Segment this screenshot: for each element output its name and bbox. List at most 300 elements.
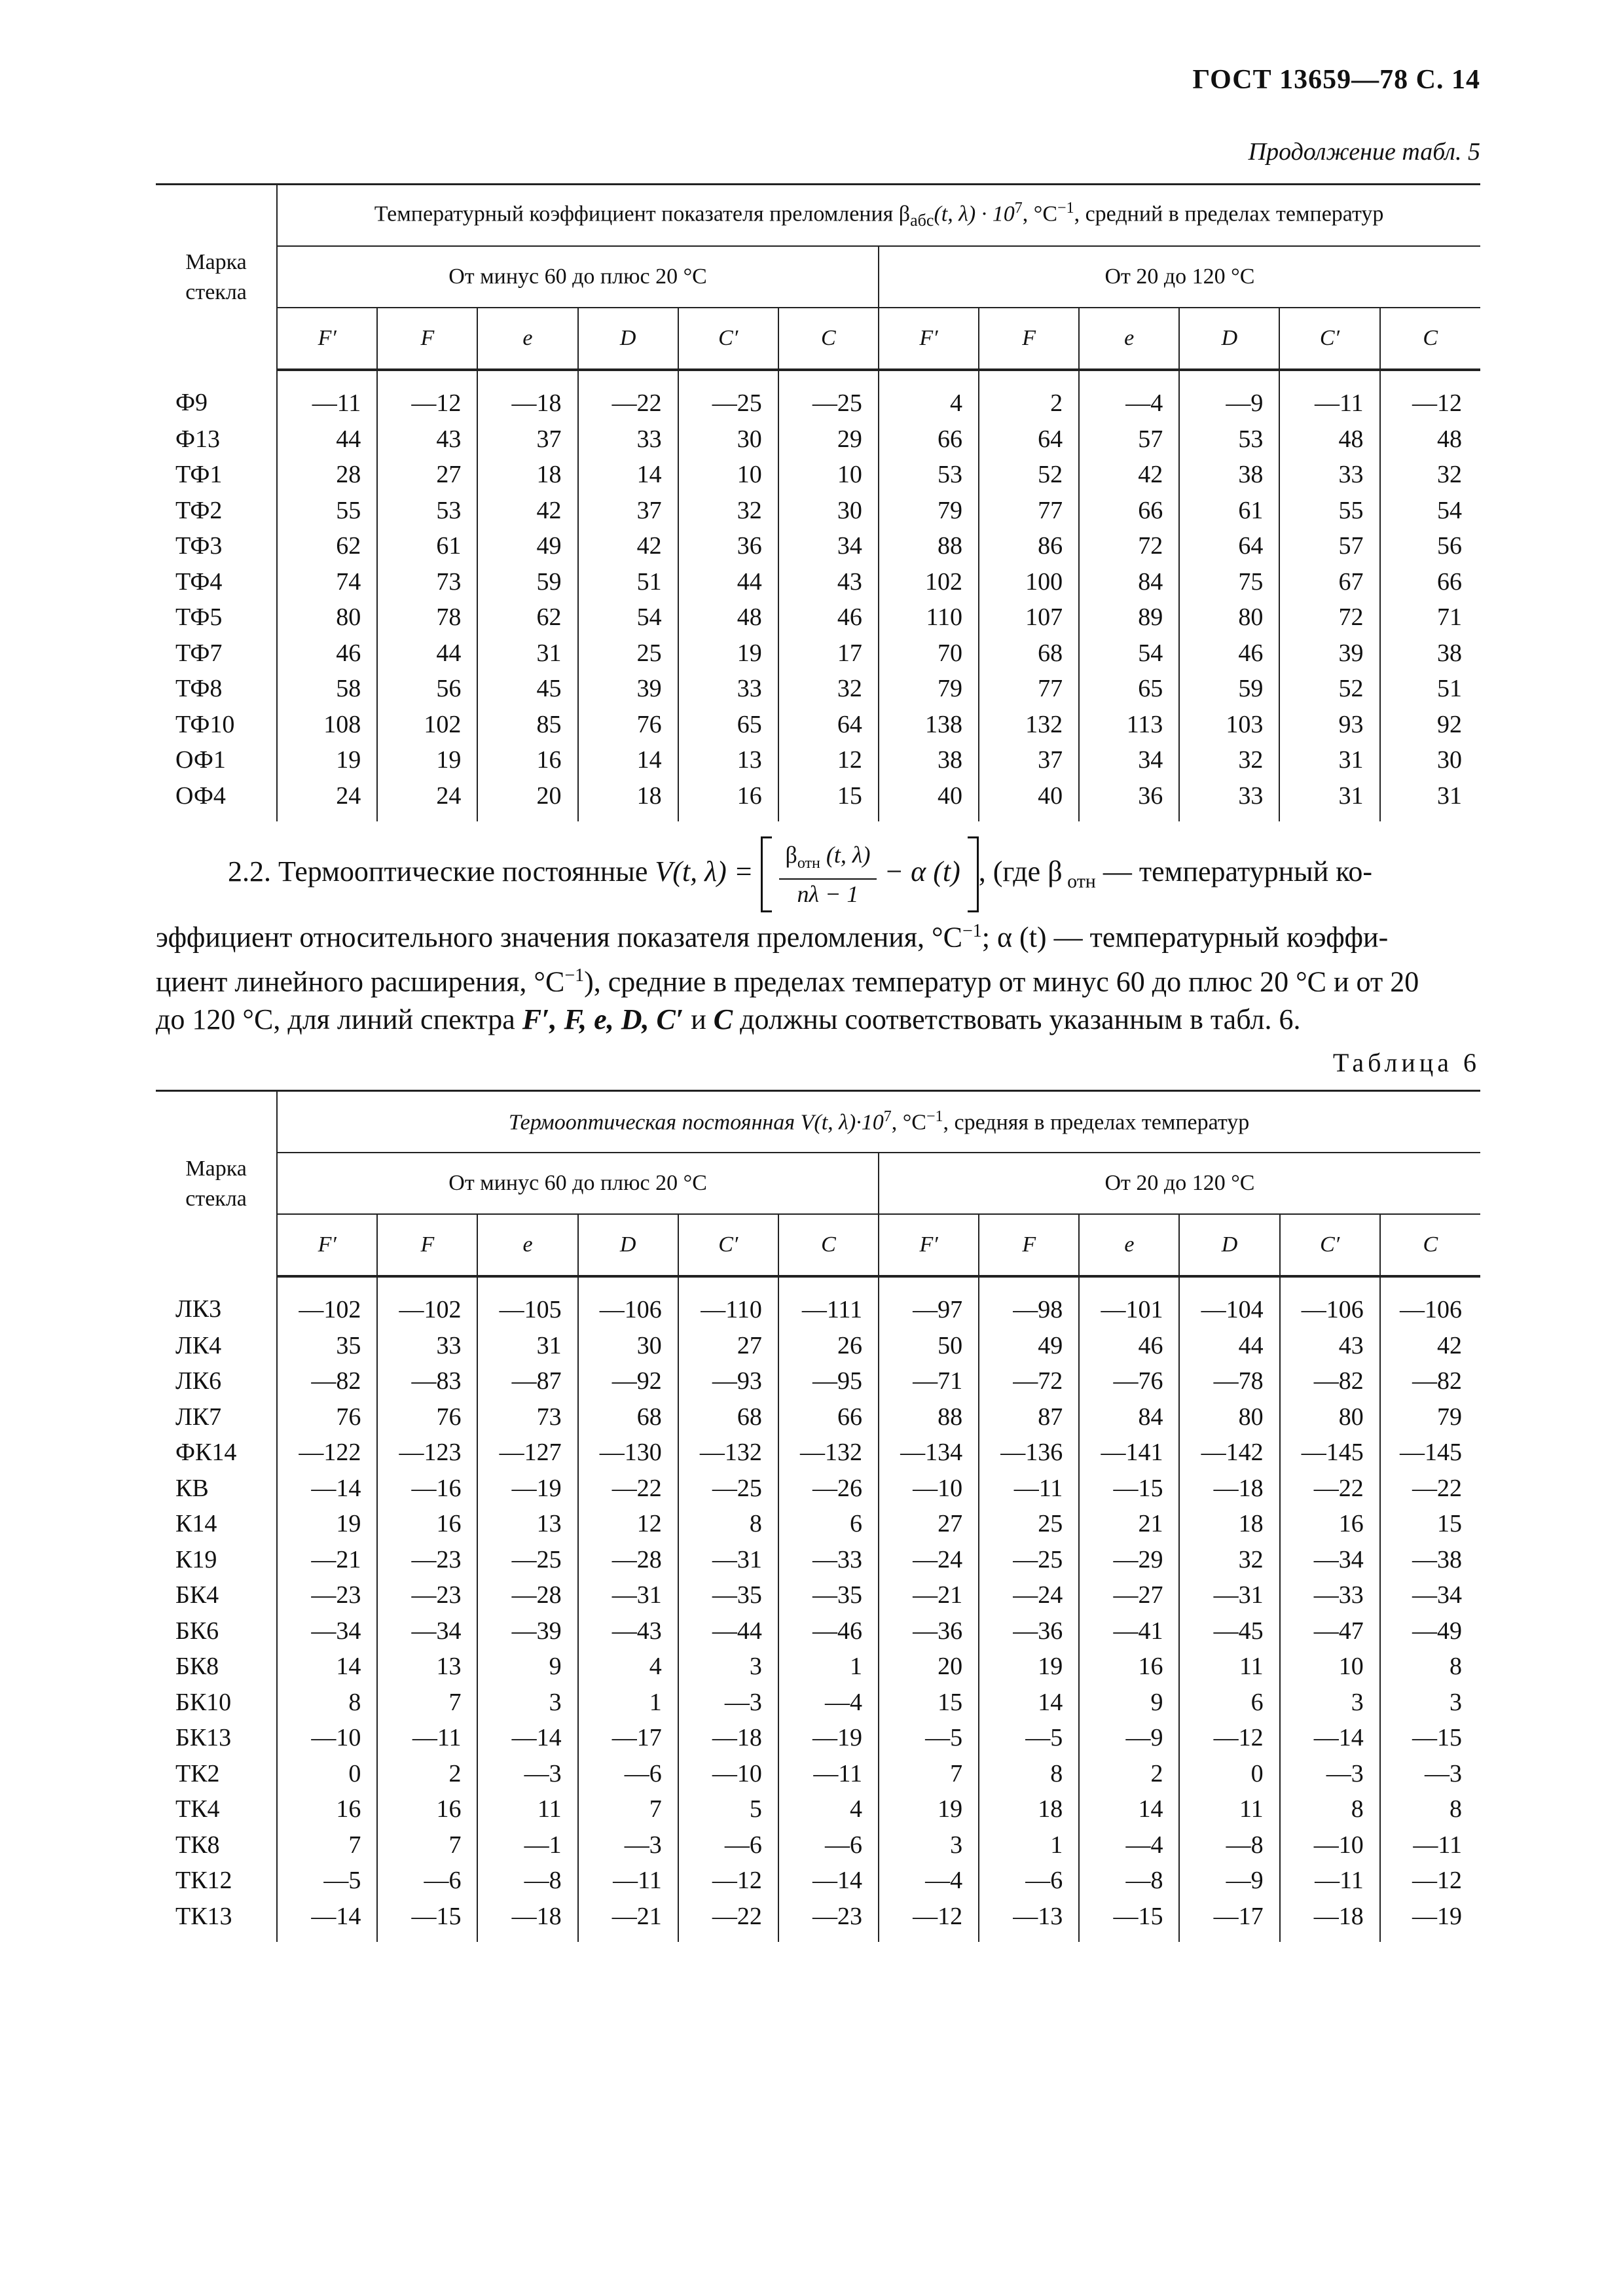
value-cell: 76 [277, 1399, 377, 1435]
value-cell: 80 [1179, 600, 1279, 636]
value-cell: —4 [1079, 370, 1179, 422]
value-cell: —87 [477, 1363, 577, 1399]
value-cell: 42 [578, 528, 678, 564]
value-cell: —26 [778, 1471, 879, 1507]
value-cell: —25 [477, 1542, 577, 1578]
value-cell: 65 [678, 707, 778, 743]
value-cell: 87 [979, 1399, 1079, 1435]
main-column-header [277, 1091, 1480, 1153]
value-cell: 18 [578, 778, 678, 822]
line4-c: C [713, 1003, 733, 1036]
value-cell: 84 [1079, 1399, 1179, 1435]
line4-end: должны соответствовать указанным в табл. 6. [733, 1003, 1301, 1036]
value-cell: —21 [277, 1542, 377, 1578]
value-cell: 6 [1179, 1685, 1279, 1721]
value-cell: 49 [979, 1328, 1079, 1364]
formula-fraction [779, 840, 877, 908]
glass-grade-cell: ТФ7 [156, 636, 277, 672]
value-cell: —45 [1179, 1613, 1279, 1649]
table-row [156, 1756, 1480, 1792]
value-cell: —11 [277, 370, 377, 422]
value-cell: 8 [979, 1756, 1079, 1792]
value-cell: —82 [1280, 1363, 1380, 1399]
value-cell: 46 [277, 636, 377, 672]
grade-column-header [156, 185, 277, 370]
line2-sup: −1 [962, 921, 982, 941]
glass-grade-cell: ОФ1 [156, 742, 277, 778]
value-cell: 8 [1450, 1653, 1462, 1681]
value-cell: —11 [578, 1863, 678, 1899]
value-cell: 16 [377, 1506, 477, 1542]
value-cell: 48 [678, 600, 778, 636]
value-cell: 10 [1280, 1649, 1380, 1685]
value-cell: 72 [1079, 528, 1179, 564]
value-cell: 18 [979, 1791, 1079, 1827]
value-cell: —72 [979, 1363, 1079, 1399]
value-cell: —29 [1079, 1542, 1179, 1578]
table-row [156, 1863, 1480, 1899]
value-cell: 102 [377, 707, 477, 743]
value-cell: —102 [377, 1276, 477, 1328]
value-cell: 30 [678, 422, 778, 457]
value-cell: 36 [678, 528, 778, 564]
formula-rest: − α (t) [884, 855, 960, 888]
value-cell: 132 [979, 707, 1079, 743]
value-cell: —13 [979, 1899, 1079, 1943]
value-cell: —15 [1412, 1724, 1462, 1752]
value-cell: 79 [879, 671, 979, 707]
glass-grade-cell: ЛК4 [156, 1328, 277, 1364]
main-column-header [277, 185, 1480, 247]
glass-grade-cell: ТФ2 [156, 493, 277, 529]
value-cell: 39 [1279, 636, 1379, 672]
value-cell: 57 [1279, 528, 1379, 564]
value-cell: 71 [1437, 603, 1462, 632]
value-cell: —18 [1280, 1899, 1380, 1943]
value-cell: —8 [1079, 1863, 1179, 1899]
spectral-line-header: F [377, 1214, 477, 1276]
value-cell: —47 [1280, 1613, 1380, 1649]
value-cell: 1 [778, 1649, 879, 1685]
value-cell: 74 [277, 564, 377, 600]
header-text: Температурный коэффициент показателя преломления β [374, 202, 911, 226]
value-cell: —31 [578, 1577, 678, 1613]
value-cell: 56 [1437, 532, 1462, 560]
value-cell: 1 [979, 1827, 1079, 1863]
value-cell: 40 [979, 778, 1079, 822]
value-cell: —6 [678, 1827, 778, 1863]
glass-grade-cell: ФК14 [156, 1435, 277, 1471]
value-cell: —97 [879, 1276, 979, 1328]
value-cell: —12 [377, 370, 477, 422]
value-cell: 0 [1179, 1756, 1279, 1792]
range-header-1: От минус 60 до плюс 20 °С [277, 246, 879, 308]
glass-grade-cell: ОФ4 [156, 778, 277, 822]
table-row [156, 1363, 1480, 1399]
value-cell: 61 [377, 528, 477, 564]
line4-start: до 120 °С, для линий спектра [156, 1003, 522, 1036]
value-cell: 32 [1437, 461, 1462, 489]
value-cell: 3 [1450, 1688, 1462, 1716]
value-cell: —14 [277, 1471, 377, 1507]
table-row [156, 457, 1480, 493]
value-cell: —12 [1179, 1720, 1279, 1756]
value-cell: —24 [879, 1542, 979, 1578]
value-cell: 14 [578, 457, 678, 493]
value-cell: —123 [377, 1435, 477, 1471]
value-cell: —130 [578, 1435, 678, 1471]
value-cell: 62 [477, 600, 577, 636]
value-cell: 19 [277, 742, 377, 778]
grade-column-header [156, 1091, 277, 1277]
paragraph-2-2 [156, 836, 1480, 1039]
value-cell: —4 [778, 1685, 879, 1721]
glass-grade-cell: ТК4 [156, 1791, 277, 1827]
value-cell: 38 [879, 742, 979, 778]
value-cell: —41 [1079, 1613, 1179, 1649]
glass-grade-cell: Ф13 [156, 422, 277, 457]
value-cell: 10 [678, 457, 778, 493]
value-cell: —9 [1179, 1863, 1279, 1899]
table-row [156, 1542, 1480, 1578]
value-cell: —134 [879, 1435, 979, 1471]
value-cell: —82 [1412, 1367, 1462, 1395]
value-cell: 38 [1179, 457, 1279, 493]
line3-sup: −1 [564, 965, 585, 986]
value-cell: 68 [979, 636, 1079, 672]
value-cell: 8 [678, 1506, 778, 1542]
value-cell: 8 [1450, 1795, 1462, 1823]
value-cell: —71 [879, 1363, 979, 1399]
header-text: Термооптическая постоянная V(t, λ)·10 [508, 1110, 884, 1135]
header-unit: , °С [1022, 202, 1058, 226]
table-row [156, 707, 1480, 743]
value-cell: —3 [578, 1827, 678, 1863]
value-cell: 58 [277, 671, 377, 707]
value-cell: 54 [1437, 496, 1462, 524]
value-cell: —35 [778, 1577, 879, 1613]
value-cell: 31 [477, 636, 577, 672]
value-cell: 28 [277, 457, 377, 493]
value-cell: 40 [879, 778, 979, 822]
value-cell: 48 [1279, 422, 1379, 457]
value-cell: 62 [277, 528, 377, 564]
value-cell: 34 [1079, 742, 1179, 778]
value-cell: 64 [1179, 528, 1279, 564]
value-cell: —132 [678, 1435, 778, 1471]
value-cell: 88 [879, 1399, 979, 1435]
value-cell: 86 [979, 528, 1079, 564]
line3-text: циент линейного расширения, °С [156, 965, 565, 998]
value-cell: 3 [678, 1649, 778, 1685]
spectral-line-header: C′ [678, 308, 778, 370]
value-cell: 7 [879, 1756, 979, 1792]
value-cell: 80 [1280, 1399, 1380, 1435]
value-cell: —11 [1413, 1831, 1462, 1859]
after-formula: , (где β [978, 855, 1063, 888]
header-unit-sup: −1 [926, 1108, 943, 1126]
value-cell: 5 [678, 1791, 778, 1827]
value-cell: 19 [277, 1506, 377, 1542]
value-cell: —8 [1179, 1827, 1279, 1863]
value-cell: 108 [277, 707, 377, 743]
value-cell: —33 [778, 1542, 879, 1578]
value-cell: 33 [377, 1328, 477, 1364]
glass-grade-cell: ТК2 [156, 1756, 277, 1792]
spectral-line-header: C [778, 308, 879, 370]
value-cell: —5 [277, 1863, 377, 1899]
value-cell: 4 [778, 1791, 879, 1827]
value-cell: 14 [277, 1649, 377, 1685]
table-row [156, 1827, 1480, 1863]
value-cell: —23 [277, 1577, 377, 1613]
value-cell: —12 [879, 1899, 979, 1943]
spectral-line-header: e [1079, 1214, 1179, 1276]
value-cell: —92 [578, 1363, 678, 1399]
page-header: ГОСТ 13659—78 С. 14 [1192, 65, 1480, 95]
value-cell: 11 [1179, 1791, 1279, 1827]
value-cell: —36 [979, 1613, 1079, 1649]
glass-grade-cell: К14 [156, 1506, 277, 1542]
table-row [156, 370, 1480, 422]
value-cell: 1 [578, 1685, 678, 1721]
value-cell: 14 [979, 1685, 1079, 1721]
value-cell: 70 [879, 636, 979, 672]
value-cell: —95 [778, 1363, 879, 1399]
glass-grade-cell: ЛК3 [156, 1276, 277, 1328]
glass-grade-cell: Ф9 [156, 370, 277, 422]
value-cell: —27 [1079, 1577, 1179, 1613]
value-cell: 59 [1179, 671, 1279, 707]
value-cell: 30 [778, 493, 879, 529]
value-cell: 7 [377, 1827, 477, 1863]
value-cell: —31 [1179, 1577, 1279, 1613]
grade-header-line1: Марка [185, 1157, 247, 1181]
value-cell: 2 [1079, 1756, 1179, 1792]
value-cell: —11 [377, 1720, 477, 1756]
table-row [156, 1435, 1480, 1471]
header-sub: абс [910, 211, 934, 230]
value-cell: —106 [1280, 1276, 1380, 1328]
spectral-line-header: F [979, 1214, 1079, 1276]
value-cell: 64 [778, 707, 879, 743]
value-cell: 3 [1280, 1685, 1380, 1721]
value-cell: —106 [1400, 1296, 1462, 1324]
line4-and: и [684, 1003, 714, 1036]
value-cell: —83 [377, 1363, 477, 1399]
spectral-line-header: F′ [277, 308, 377, 370]
value-cell: —3 [477, 1756, 577, 1792]
paragraph-line-2 [156, 912, 1480, 957]
value-cell: 31 [1437, 781, 1462, 810]
value-cell: 2 [377, 1756, 477, 1792]
spectral-line-header: C′ [1280, 1214, 1380, 1276]
value-cell: 44 [1179, 1328, 1279, 1364]
value-cell: 44 [277, 422, 377, 457]
value-cell: 72 [1279, 600, 1379, 636]
value-cell: 29 [778, 422, 879, 457]
value-cell: 14 [1079, 1791, 1179, 1827]
table-row [156, 1506, 1480, 1542]
value-cell: 61 [1179, 493, 1279, 529]
value-cell: 103 [1179, 707, 1279, 743]
glass-grade-cell: ЛК6 [156, 1363, 277, 1399]
value-cell: 16 [477, 742, 577, 778]
table-row [156, 671, 1480, 707]
value-cell: 110 [879, 600, 979, 636]
value-cell: —16 [377, 1471, 477, 1507]
value-cell: —6 [778, 1827, 879, 1863]
value-cell: 27 [678, 1328, 778, 1364]
value-cell: 19 [377, 742, 477, 778]
value-cell: 38 [1437, 639, 1462, 667]
value-cell: 19 [879, 1791, 979, 1827]
spectral-line-header: D [578, 1214, 678, 1276]
value-cell: 76 [377, 1399, 477, 1435]
value-cell: 33 [678, 671, 778, 707]
value-cell: 49 [477, 528, 577, 564]
value-cell: 66 [1437, 567, 1462, 596]
grade-header-line1: Марка [185, 250, 247, 275]
value-cell: 20 [879, 1649, 979, 1685]
value-cell: 59 [477, 564, 577, 600]
table-row [156, 564, 1480, 600]
value-cell: 24 [377, 778, 477, 822]
table-row [156, 1399, 1480, 1435]
table-6 [156, 1090, 1480, 1942]
value-cell: —5 [979, 1720, 1079, 1756]
value-cell: —14 [277, 1899, 377, 1943]
value-cell: —93 [678, 1363, 778, 1399]
value-cell: 67 [1279, 564, 1379, 600]
value-cell: —102 [277, 1276, 377, 1328]
value-cell: —78 [1179, 1363, 1279, 1399]
glass-grade-cell: ТФ3 [156, 528, 277, 564]
value-cell: 68 [678, 1399, 778, 1435]
value-cell: —106 [578, 1276, 678, 1328]
value-cell: —22 [578, 1471, 678, 1507]
paragraph-line-1 [156, 836, 1480, 912]
value-cell: —136 [979, 1435, 1079, 1471]
value-cell: —6 [578, 1756, 678, 1792]
value-cell: 13 [477, 1506, 577, 1542]
value-cell: 26 [778, 1328, 879, 1364]
value-cell: —6 [377, 1863, 477, 1899]
value-cell: 65 [1079, 671, 1179, 707]
glass-grade-cell: ТК13 [156, 1899, 277, 1943]
fraction-denominator: nλ − 1 [797, 880, 859, 907]
value-cell: —142 [1179, 1435, 1279, 1471]
glass-grade-cell: БК8 [156, 1649, 277, 1685]
value-cell: 113 [1079, 707, 1179, 743]
value-cell: 39 [578, 671, 678, 707]
value-cell: 6 [778, 1506, 879, 1542]
value-cell: —145 [1280, 1435, 1380, 1471]
value-cell: —127 [477, 1435, 577, 1471]
value-cell: —23 [377, 1542, 477, 1578]
value-cell: 46 [778, 600, 879, 636]
glass-grade-cell: КВ [156, 1471, 277, 1507]
value-cell: 18 [1179, 1506, 1279, 1542]
value-cell: 76 [578, 707, 678, 743]
spectral-line-header: C [1380, 1214, 1480, 1276]
value-cell: 42 [477, 493, 577, 529]
table-row [156, 1685, 1480, 1721]
value-cell: 80 [277, 600, 377, 636]
range-header-2: От 20 до 120 °С [879, 1153, 1480, 1214]
value-cell: —5 [879, 1720, 979, 1756]
value-cell: —3 [1280, 1756, 1380, 1792]
value-cell: 4 [879, 370, 979, 422]
table-row [156, 1899, 1480, 1943]
value-cell: 20 [477, 778, 577, 822]
value-cell: —23 [778, 1899, 879, 1943]
value-cell: —22 [678, 1899, 778, 1943]
spectral-line-header: D [1179, 308, 1279, 370]
value-cell: —22 [1280, 1471, 1380, 1507]
spectral-line-header: e [1079, 308, 1179, 370]
value-cell: —28 [477, 1577, 577, 1613]
value-cell: 53 [377, 493, 477, 529]
value-cell: —82 [277, 1363, 377, 1399]
glass-grade-cell: ТФ10 [156, 707, 277, 743]
value-cell: —18 [477, 370, 577, 422]
value-cell: 33 [1179, 778, 1279, 822]
formula-bracket-right [968, 836, 979, 912]
table-row [156, 600, 1480, 636]
value-cell: —24 [979, 1577, 1079, 1613]
glass-grade-cell: БК13 [156, 1720, 277, 1756]
value-cell: —34 [1280, 1542, 1380, 1578]
value-cell: 73 [377, 564, 477, 600]
value-cell: —14 [477, 1720, 577, 1756]
table-row [156, 422, 1480, 457]
value-cell: —34 [1412, 1581, 1462, 1609]
value-cell: 13 [377, 1649, 477, 1685]
line3-tail: ), средние в пределах температур от минус 60 до плюс 20 °С и от 20 [584, 965, 1419, 998]
value-cell: 77 [979, 671, 1079, 707]
value-cell: 16 [277, 1791, 377, 1827]
table-6-title: Таблица 6 [1332, 1048, 1480, 1077]
grade-header-line2: стекла [185, 280, 247, 304]
paragraph-line-4 [156, 1001, 1480, 1039]
value-cell: —25 [778, 370, 879, 422]
value-cell: —15 [377, 1899, 477, 1943]
value-cell: 3 [879, 1827, 979, 1863]
header-tail: , средний в пределах температур [1074, 202, 1384, 226]
value-cell: 66 [778, 1399, 879, 1435]
value-cell: —11 [778, 1756, 879, 1792]
value-cell: 19 [979, 1649, 1079, 1685]
value-cell: 19 [678, 636, 778, 672]
value-cell: —10 [277, 1720, 377, 1756]
formula-bracket-left [761, 836, 772, 912]
value-cell: 27 [879, 1506, 979, 1542]
spectral-line-header: D [1179, 1214, 1279, 1276]
value-cell: —35 [678, 1577, 778, 1613]
value-cell: 14 [578, 742, 678, 778]
value-cell: 52 [979, 457, 1079, 493]
grade-header-line2: стекла [185, 1187, 247, 1211]
value-cell: 32 [778, 671, 879, 707]
value-cell: 46 [1079, 1328, 1179, 1364]
spectral-line-header: e [477, 308, 577, 370]
value-cell: —23 [377, 1577, 477, 1613]
value-cell: 35 [277, 1328, 377, 1364]
value-cell: 12 [578, 1506, 678, 1542]
value-cell: 89 [1079, 600, 1179, 636]
table-row [156, 1276, 1480, 1328]
